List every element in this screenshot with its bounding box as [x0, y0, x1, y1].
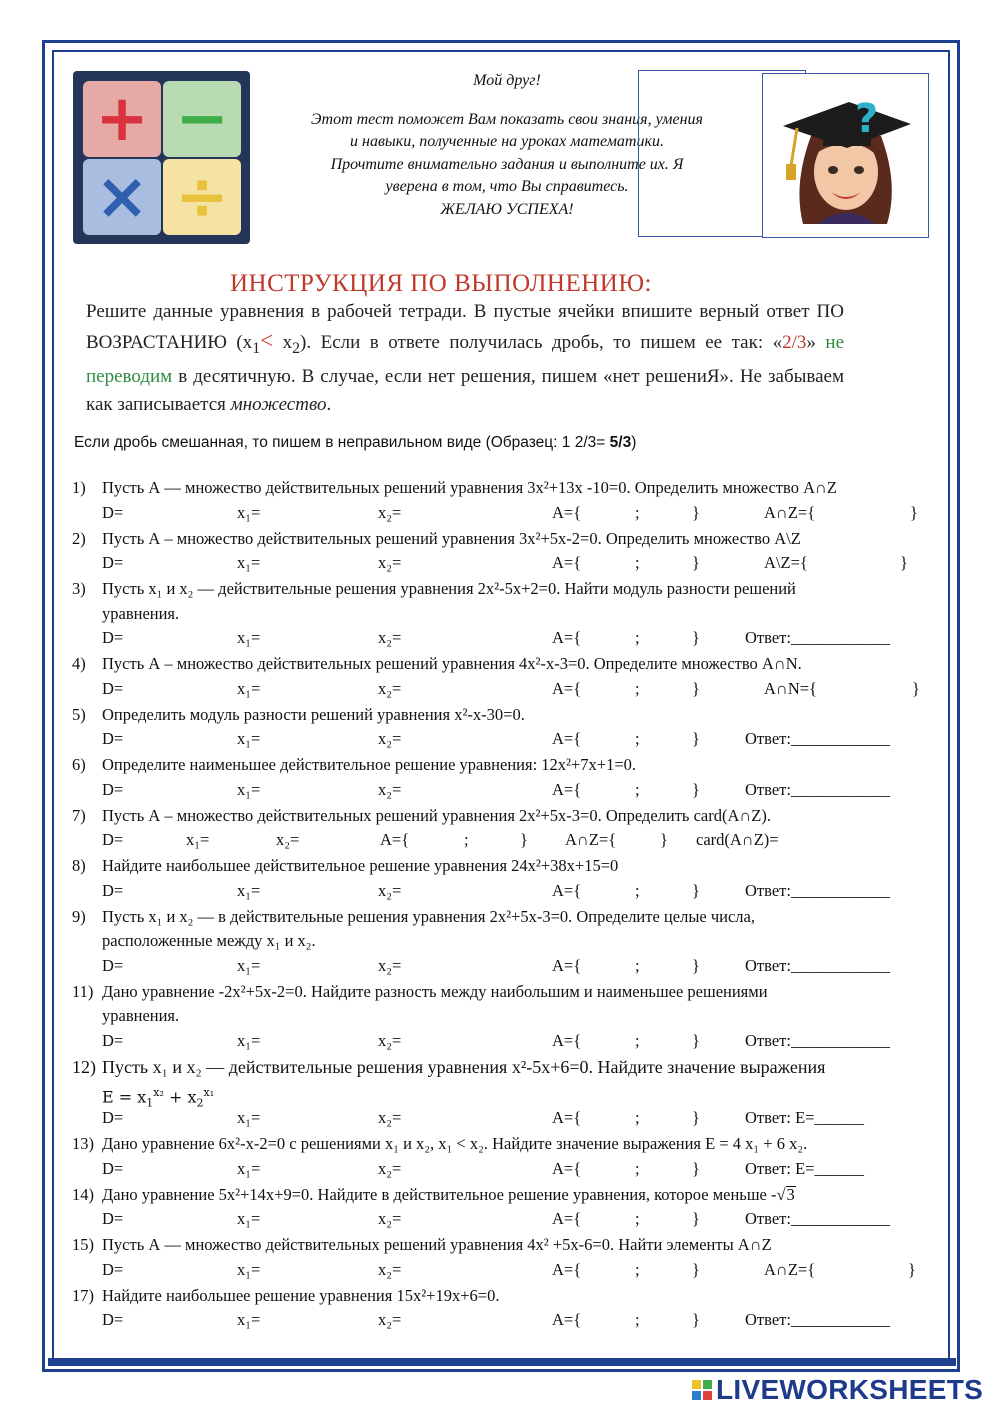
- set-field[interactable]: A={: [552, 729, 582, 748]
- discriminant-field[interactable]: D=: [102, 1259, 124, 1279]
- difference-field[interactable]: A\Z={: [764, 553, 808, 572]
- discriminant-field[interactable]: D=: [102, 955, 124, 975]
- task-question: 12) Пусть x₁ и x₂ — действительные решения уравнения x²-5x+6=0. Найдите значение выражения: [72, 1056, 826, 1077]
- task-question: 11) Дано уравнение -2x²+5x-2=0. Найдите разность между наибольшим и наименьшее решениями: [72, 981, 768, 1001]
- task-question: 5) Определить модуль разности решений уравнения x²-x-30=0.: [72, 704, 525, 724]
- set-field[interactable]: A={: [552, 1108, 582, 1127]
- x2-field[interactable]: x₂=: [378, 502, 402, 522]
- divide-tile: [163, 159, 241, 235]
- answer-row: D= x₁= x₂= A={ ; } Ответ:____________: [72, 1029, 942, 1054]
- x2-field[interactable]: x₂=: [378, 955, 402, 975]
- x1-field[interactable]: x₁=: [237, 678, 261, 698]
- x2-field[interactable]: x₂=: [378, 678, 402, 698]
- x2-field[interactable]: x₂=: [378, 628, 402, 647]
- x2-field[interactable]: x₂=: [378, 1158, 402, 1178]
- set-field[interactable]: A={: [552, 1259, 582, 1279]
- answer-row: D= x₁= x₂= A={ ; } A\Z={ }: [72, 551, 942, 576]
- x2-field[interactable]: x₂=: [378, 729, 402, 748]
- minus-tile: [163, 81, 241, 157]
- multiply-icon: ×: [95, 160, 149, 234]
- answer-row: D= x₁= x₂= A={ ; } A∩N={ }: [72, 677, 942, 702]
- set-field[interactable]: A={: [380, 830, 410, 849]
- x2-field[interactable]: x₂=: [378, 880, 402, 900]
- answer-row: D= x₁= x₂= A={ ; } A∩Z={ }: [72, 1258, 942, 1283]
- answer-field[interactable]: Ответ: E=______: [745, 1158, 864, 1178]
- task-question-continued: уравнения.: [102, 603, 180, 623]
- set-field[interactable]: A={: [552, 502, 582, 522]
- answer-row: D= x₁= x₂= A={ ; } A∩Z={ } card(A∩Z)=: [72, 828, 942, 853]
- x1-field[interactable]: x₁=: [237, 502, 261, 522]
- svg-text:?: ?: [855, 96, 879, 142]
- x2-field[interactable]: x₂=: [378, 1108, 402, 1127]
- answer-row: D= x₁= x₂= A={ ; } Ответ:____________: [72, 1308, 942, 1333]
- x2-field[interactable]: x₂=: [378, 1259, 402, 1279]
- set-field[interactable]: A={: [552, 553, 582, 572]
- cardinality-field[interactable]: card(A∩Z)=: [696, 830, 779, 849]
- intersection-field[interactable]: A∩Z={: [764, 502, 816, 522]
- task-question: 7) Пусть А – множество действительных решений уравнения 2x²+5x-3=0. Определить card(A∩Z).: [72, 805, 771, 825]
- x1-field[interactable]: x₁=: [186, 830, 210, 849]
- task-question: 6) Определите наименьшее действительное решение уравнения: 12x²+7x+1=0.: [72, 755, 637, 774]
- instruction-title: ИНСТРУКЦИЯ ПО ВЫПОЛНЕНИЮ:: [230, 270, 652, 297]
- answer-field[interactable]: Ответ:____________: [745, 1030, 890, 1050]
- x1-field[interactable]: x₁=: [237, 1209, 261, 1228]
- x1-field[interactable]: x₁=: [237, 779, 261, 799]
- task-question: 17) Найдите наибольшее решение уравнения 15x²+19x+6=0.: [72, 1285, 500, 1305]
- plus-tile: [83, 81, 161, 157]
- discriminant-field[interactable]: D=: [102, 1030, 124, 1050]
- teacher-avatar-icon: [763, 74, 927, 236]
- intersection-field[interactable]: A∩Z={: [565, 830, 617, 849]
- answer-field[interactable]: Ответ:____________: [745, 729, 890, 748]
- answer-row: D= x₁= x₂= A={ ; } Ответ:____________: [72, 1207, 942, 1232]
- x1-field[interactable]: x₁=: [237, 1310, 261, 1329]
- intersection-field[interactable]: A∩Z={: [764, 1259, 816, 1279]
- answer-row: D= x₁= x₂= A={ ; } Ответ:____________: [72, 778, 942, 803]
- answer-row: D= x₁= x₂= A={ ; } Ответ: E=______: [72, 1157, 942, 1182]
- x2-field[interactable]: x₂=: [378, 1310, 402, 1329]
- math-operations-logo: [73, 71, 250, 244]
- x1-field[interactable]: x₁=: [237, 1108, 261, 1127]
- x2-field[interactable]: x₂=: [276, 830, 300, 849]
- set-field[interactable]: A={: [552, 955, 582, 975]
- liveworksheets-logo[interactable]: [692, 1374, 983, 1406]
- set-field[interactable]: A={: [552, 628, 582, 647]
- multiply-tile: [83, 159, 161, 235]
- intro-line: и навыки, полученные на уроках математики.: [350, 133, 664, 150]
- task-question: 9) Пусть x₁ и x₂ — в действительные решения уравнения 2x²+5x-3=0. Определите целые числа,: [72, 906, 755, 926]
- discriminant-field[interactable]: D=: [102, 779, 124, 799]
- page-frame-bottom-bar: [48, 1358, 956, 1366]
- x1-field[interactable]: x₁=: [237, 1030, 261, 1050]
- task-question: 4) Пусть А – множество действительных решений уравнения 4x²-x-3=0. Определите множество А∩N.: [72, 654, 802, 673]
- answer-field[interactable]: Ответ:____________: [745, 1310, 890, 1329]
- answer-field[interactable]: Ответ:____________: [745, 779, 890, 799]
- x2-field[interactable]: x₂=: [378, 1030, 402, 1050]
- avatar-frame: [762, 73, 929, 238]
- divide-icon: ÷: [175, 160, 229, 234]
- set-field[interactable]: A={: [552, 880, 582, 900]
- task-list: [72, 476, 942, 1333]
- task-question: 15) Пусть А — множество действительных решений уравнения 4x² +5x-6=0. Найти элементы A∩Z: [72, 1235, 772, 1254]
- x2-field[interactable]: x₂=: [378, 1209, 402, 1228]
- intersection-field[interactable]: A∩N={: [764, 678, 817, 698]
- x1-field[interactable]: x₁=: [237, 955, 261, 975]
- discriminant-field[interactable]: D=: [102, 830, 124, 849]
- plus-icon: +: [95, 82, 149, 156]
- discriminant-field[interactable]: D=: [102, 1310, 124, 1329]
- set-field[interactable]: A={: [552, 678, 582, 698]
- discriminant-field[interactable]: D=: [102, 678, 124, 698]
- x1-field[interactable]: x₁=: [237, 628, 261, 647]
- answer-field[interactable]: Ответ:____________: [745, 880, 890, 900]
- answer-row: D= x₁= x₂= A={ ; } A∩Z={ }: [72, 501, 942, 526]
- task-question-continued: уравнения.: [102, 1006, 180, 1025]
- liveworksheets-icon: [692, 1380, 712, 1400]
- task-question: 2) Пусть А – множество действительных решений уравнения 3x²+5x-2=0. Определить множество А\Z: [72, 528, 801, 548]
- intro-greeting: Мой друг!: [473, 72, 541, 89]
- answer-field[interactable]: Ответ:____________: [745, 1209, 890, 1228]
- set-field[interactable]: A={: [552, 1209, 582, 1228]
- discriminant-field[interactable]: D=: [102, 1209, 124, 1228]
- expression: $E = x_1^{x_2} + x_2^{x_1}$: [102, 1086, 215, 1110]
- answer-field[interactable]: Ответ: E=______: [745, 1108, 864, 1127]
- liveworksheets-wordmark: LIVEWORKSHEETS: [716, 1374, 984, 1405]
- discriminant-field[interactable]: D=: [102, 502, 124, 522]
- intro-line: ЖЕЛАЮ УСПЕХА!: [440, 200, 574, 218]
- set-field[interactable]: A={: [552, 1030, 582, 1050]
- task-question: 3) Пусть x₁ и x₂ — действительные решения уравнения 2x²-5x+2=0. Найти модуль разности решений: [72, 579, 796, 598]
- x2-field[interactable]: x₂=: [378, 779, 402, 799]
- answer-row: D= x₁= x₂= A={ ; } Ответ:____________: [72, 954, 942, 979]
- minus-icon: −: [175, 82, 229, 156]
- discriminant-field[interactable]: D=: [102, 1108, 124, 1127]
- set-field[interactable]: A={: [552, 1310, 582, 1329]
- x1-field[interactable]: x₁=: [237, 1158, 261, 1178]
- x1-field[interactable]: x₁=: [237, 1259, 261, 1279]
- answer-field[interactable]: Ответ:____________: [745, 628, 890, 647]
- task-question-continued: расположенные между x₁ и x₂.: [102, 931, 316, 950]
- instruction-text: Решите данные уравнения в рабочей тетради. В пустые ячейки впишите верный ответ ПО ВОЗРАСТАНИЮ $(x_1< x_2)$. Если в ответе получилась дробь, то пишем ее так: «2/3» не переводим в десятичную. В случае, если нет решения, пишем «нет решениЯ». Не забываем как записывается множество.: [86, 301, 845, 416]
- answer-row: D= x₁= x₂= A={ ; } Ответ: E=______: [72, 1106, 942, 1131]
- discriminant-field[interactable]: D=: [102, 729, 124, 748]
- x1-field[interactable]: x₁=: [237, 553, 261, 572]
- task-question: 1) Пусть А — множество действительных решений уравнения 3x²+13x -10=0. Определить множество А∩Z: [72, 478, 837, 497]
- intro-line: Этот тест поможет Вам показать свои знания, умения: [311, 110, 703, 128]
- x1-field[interactable]: x₁=: [237, 880, 261, 900]
- discriminant-field[interactable]: D=: [102, 1158, 124, 1178]
- discriminant-field[interactable]: D=: [102, 553, 124, 572]
- x2-field[interactable]: x₂=: [378, 553, 402, 572]
- intro-line: уверена в том, что Вы справитесь.: [385, 178, 629, 195]
- task-question: 8) Найдите наибольшее действительное решение уравнения 24x²+38x+15=0: [72, 856, 619, 875]
- set-field[interactable]: A={: [552, 779, 582, 799]
- mixed-fraction-note: Если дробь смешанная, то пишем в неправильном виде (Образец: 1 2/3= 5/3): [74, 434, 637, 451]
- x1-field[interactable]: x₁=: [237, 729, 261, 748]
- discriminant-field[interactable]: D=: [102, 880, 124, 900]
- intro-line: Прочтите внимательно задания и выполните их. Я: [330, 155, 684, 173]
- discriminant-field[interactable]: D=: [102, 628, 124, 647]
- set-field[interactable]: A={: [552, 1158, 582, 1178]
- answer-field[interactable]: Ответ:____________: [745, 955, 890, 975]
- task-question: 13) Дано уравнение 6x²-x-2=0 с решениями x₁ и x₂, x₁ < x₂. Найдите значение выражения E = 4 x₁ + 6 x₂.: [72, 1134, 808, 1153]
- answer-row: D= x₁= x₂= A={ ; } Ответ:____________: [72, 727, 942, 752]
- answer-row: D= x₁= x₂= A={ ; } Ответ:____________: [72, 879, 942, 904]
- answer-row: D= x₁= x₂= A={ ; } Ответ:____________: [72, 626, 942, 651]
- task-question: 14) Дано уравнение 5x²+14x+9=0. Найдите в действительное решение уравнения, которое меньше -√3: [72, 1184, 795, 1204]
